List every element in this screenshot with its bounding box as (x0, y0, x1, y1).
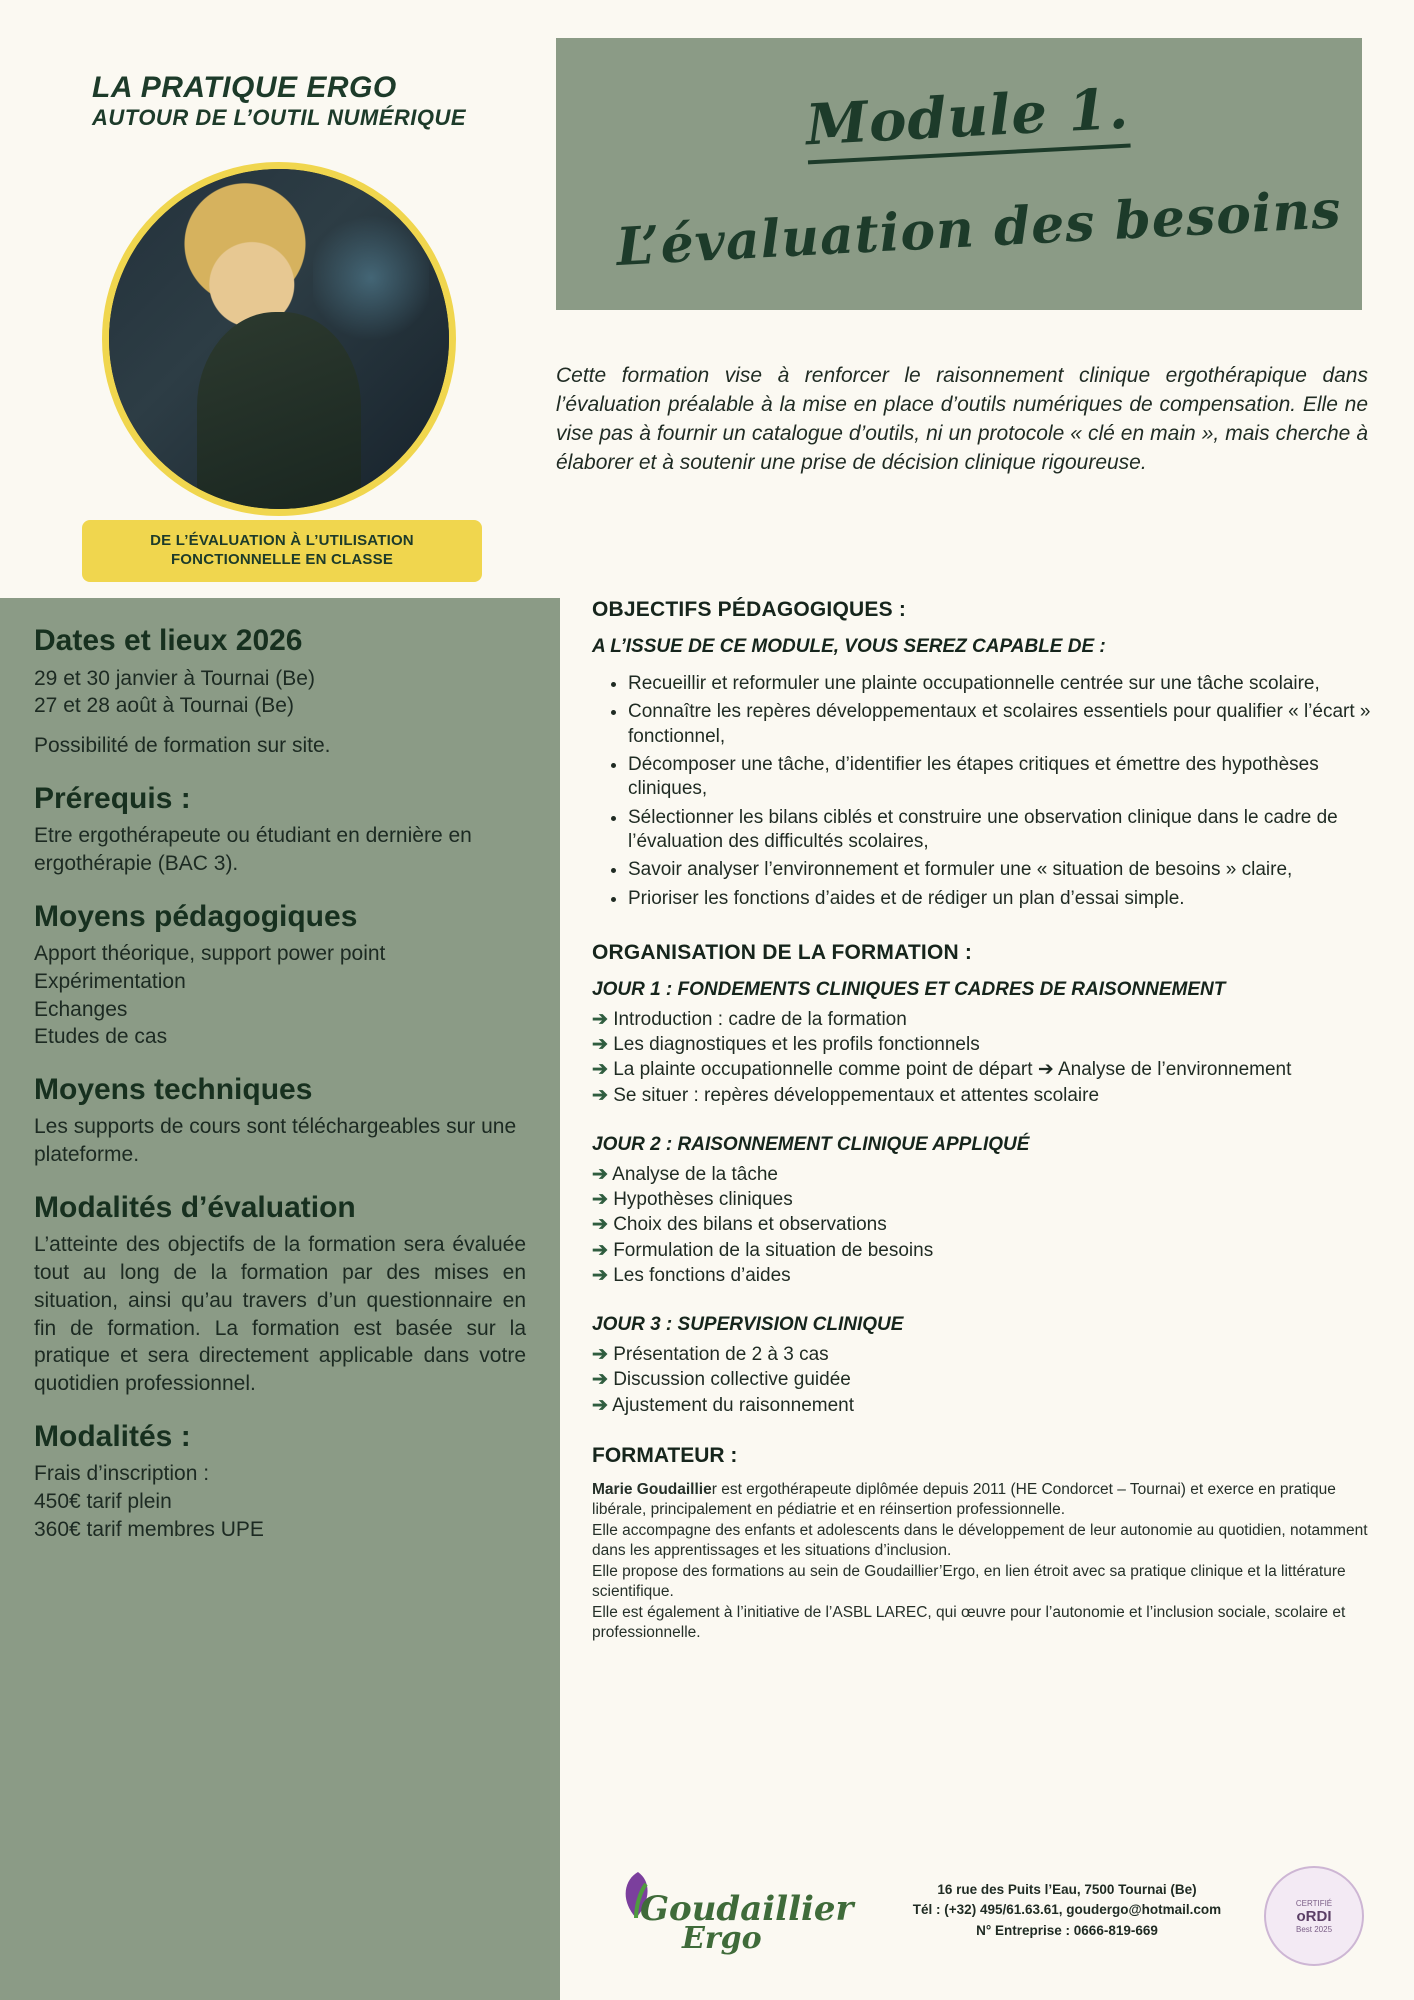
contact-phone: Tél : (+32) 495/61.63.61, goudergo@hotmail.com (912, 1902, 1222, 1918)
jour1-item-text: Introduction : cadre de la formation (613, 1008, 907, 1030)
jour2-item-text: Formulation de la situation de besoins (613, 1239, 934, 1261)
jour1-title: JOUR 1 : FONDEMENTS CLINIQUES ET CADRES DE RAISONNEMENT (592, 978, 1226, 1000)
jour2-title: JOUR 2 : RAISONNEMENT CLINIQUE APPLIQUÉ (592, 1133, 1030, 1155)
arrow-icon: ➔ (592, 1239, 608, 1261)
arrow-icon: ➔ (592, 1394, 608, 1416)
list-item: • Savoir analyser l’environnement et formuler une « situation de besoins » claire, (628, 858, 1382, 882)
formateur-bio-1: r est ergothérapeute diplômée depuis 2011 (HE Condorcet – Tournai) et exerce en pratique libérale, principalement en pédiatrie et en réinsertion professionnelle. (592, 1481, 1336, 1519)
logo-sub: Ergo (682, 1920, 762, 1956)
module-header (556, 38, 1362, 310)
stamp-mid-text: oRDI (1296, 1907, 1332, 1925)
jour3-item-text: Discussion collective guidée (613, 1369, 851, 1391)
jour1-item (592, 1057, 1382, 1082)
arrow-icon: ➔ (592, 1059, 608, 1081)
sidebar-prerequis-title: Prérequis : (34, 781, 191, 815)
jour2-item-text: Choix des bilans et observations (613, 1214, 887, 1236)
jour3-item-text: Ajustement du raisonnement (612, 1394, 855, 1416)
badge-line1: DE L’ÉVALUATION À L’UTILISATION (150, 532, 414, 549)
sidebar-dates-title: Dates et lieux 2026 (34, 624, 303, 657)
list-item: • Connaître les repères développementaux et scolaires essentiels pour qualifier « l’écart » fonctionnel, (628, 700, 1382, 749)
jour2-item-text: Hypothèses cliniques (613, 1189, 793, 1211)
arrow-icon: ➔ (592, 1034, 608, 1056)
jour2-item (592, 1263, 1382, 1288)
formateur-bio-4: Elle est également à l’initiative de l’ASBL LAREC, qui œuvre pour l’autonomie et l’inclusion sociale, scolaire et professionnelle. (592, 1603, 1346, 1642)
sidebar-moyens-pedago-line1: Apport théorique, support power point (34, 942, 386, 966)
jour2-item (592, 1238, 1382, 1263)
arrow-icon: ➔ (592, 1084, 608, 1106)
sidebar-dates-line3: Possibilité de formation sur site. (34, 733, 331, 757)
jour3-title: JOUR 3 : SUPERVISION CLINIQUE (592, 1314, 904, 1336)
jour3-item (592, 1342, 1382, 1367)
jour3-item-text: Présentation de 2 à 3 cas (613, 1344, 829, 1366)
sidebar-modalites-line3: 360€ tarif membres UPE (34, 1517, 264, 1541)
formateur-name: Marie Goudaillie (592, 1481, 712, 1498)
contact-address: 16 rue des Puits l’Eau, 7500 Tournai (Be) (937, 1882, 1197, 1897)
list-item: • Prioriser les fonctions d’aides et de rédiger un plan d’essai simple. (628, 887, 1382, 911)
list-item: • Sélectionner les bilans ciblés et construire une observation clinique dans le cadre de l’évaluation des difficultés scolaires, (628, 806, 1382, 855)
objectifs-subtitle: A L’ISSUE DE CE MODULE, VOUS SEREZ CAPABLE DE : (592, 636, 1106, 657)
sidebar-dates-line2: 27 et 28 août à Tournai (Be) (34, 694, 294, 718)
brand-title-line1: LA PRATIQUE ERGO (92, 71, 397, 104)
footer (592, 1852, 1382, 1982)
sidebar-moyens-tech-text: Les supports de cours sont téléchargeables sur une plateforme. (34, 1115, 517, 1167)
stamp-top-text: CERTIFIÉ (1295, 1898, 1333, 1908)
company-logo (602, 1860, 854, 1970)
jour1-item-text: Se situer : repères développementaux et attentes scolaire (613, 1084, 1100, 1106)
sidebar-moyens-pedago-title: Moyens pédagogiques (34, 899, 358, 933)
sidebar-modalites-eval-title: Modalités d’évaluation (34, 1190, 356, 1224)
jour2-item (592, 1187, 1382, 1212)
jour1-item-text: Les diagnostiques et les profils fonctionnels (613, 1034, 980, 1056)
badge-subtitle (82, 520, 482, 582)
arrow-icon: ➔ (592, 1189, 608, 1211)
brand-block (0, 0, 560, 600)
sidebar-moyens-pedago-line2: Expérimentation (34, 969, 186, 993)
list-item: • Recueillir et reformuler une plainte occupationnelle centrée sur une tâche scolaire, (628, 672, 1382, 696)
sidebar (0, 598, 560, 2000)
contact-info (882, 1880, 1252, 1941)
contact-entreprise: N° Entreprise : 0666-819-669 (976, 1922, 1158, 1938)
logo-text (640, 1889, 854, 1956)
arrow-icon: ➔ (592, 1264, 608, 1286)
jour2-item (592, 1212, 1382, 1237)
sidebar-prerequis-text: Etre ergothérapeute ou étudiant en dernière en ergothérapie (BAC 3). (34, 824, 472, 875)
sidebar-dates-line1: 29 et 30 janvier à Tournai (Be) (34, 666, 315, 690)
sidebar-modalites-title: Modalités : (34, 1419, 191, 1453)
objectifs-list (602, 672, 1382, 911)
jour2-item (592, 1162, 1382, 1187)
intro-paragraph: Cette formation vise à renforcer le raisonnement clinique ergothérapique dans l’évaluation préalable à la mise en place d’outils numériques de compensation. Elle ne vise pas à fournir un catalogue d’outils, ni un protocole « clé en main », mais cherche à élaborer et à soutenir une prise de décision clinique rigoureuse. (556, 364, 1368, 474)
main-content (592, 598, 1382, 1644)
sidebar-moyens-pedago-line4: Etudes de cas (34, 1025, 168, 1049)
stamp-bottom-text: Best 2025 (1295, 1924, 1333, 1934)
sidebar-modalites-line2: 450€ tarif plein (34, 1489, 172, 1513)
sidebar-modalites-line1: Frais d’inscription : (34, 1462, 210, 1486)
arrow-icon: ➔ (592, 1008, 608, 1030)
list-item: • Décomposer une tâche, d’identifier les étapes critiques et émettre des hypothèses cliniques, (628, 753, 1382, 802)
jour2-item-text: Les fonctions d’aides (613, 1264, 791, 1286)
sidebar-modalites-eval-text: L’atteinte des objectifs de la formation sera évaluée tout au long de la formation par des mises en situation, ainsi qu’au travers d’un questionnaire en fin de formation. La formation est basée sur la pratique et sera directement applicable dans votre quotidien professionnel. (34, 1233, 526, 1395)
sidebar-moyens-pedago-line3: Echanges (34, 997, 128, 1021)
certification-stamp (1264, 1866, 1364, 1966)
jour3-item (592, 1393, 1382, 1418)
jour1-item (592, 1007, 1382, 1032)
logo-main: Goudaillier (640, 1889, 854, 1929)
jour3-item (592, 1367, 1382, 1392)
hero-photo (102, 162, 456, 516)
formateur-bio-3: Elle propose des formations au sein de Goudaillier’Ergo, en lien étroit avec sa pratique clinique et la littérature scientifique. (592, 1562, 1346, 1601)
module-subtitle: L’évaluation des besoins (614, 179, 1343, 278)
brand-title (92, 72, 512, 129)
organisation-title: ORGANISATION DE LA FORMATION : (592, 940, 973, 964)
arrow-icon: ➔ (592, 1344, 608, 1366)
formateur-bio (592, 1480, 1382, 1521)
arrow-icon: ➔ (592, 1214, 608, 1236)
module-label: Module 1. (804, 76, 1130, 165)
arrow-icon: ➔ (592, 1163, 608, 1185)
jour1-item-text: La plainte occupationnelle comme point de départ ➔ Analyse de l’environnement (613, 1059, 1292, 1081)
jour1-item (592, 1032, 1382, 1057)
formateur-title: FORMATEUR : (592, 1444, 738, 1467)
jour1-item (592, 1083, 1382, 1108)
hero-photo-glow (313, 210, 429, 346)
sidebar-moyens-tech-title: Moyens techniques (34, 1072, 313, 1106)
badge-line2: FONCTIONNELLE EN CLASSE (170, 550, 394, 568)
arrow-icon: ➔ (592, 1369, 608, 1391)
brand-title-line2: AUTOUR DE L’OUTIL NUMÉRIQUE (92, 104, 467, 130)
objectifs-title: OBJECTIFS PÉDAGOGIQUES : (592, 598, 907, 621)
jour2-item-text: Analyse de la tâche (612, 1163, 778, 1185)
formateur-bio-2: Elle accompagne des enfants et adolescents dans le développement de leur autonomie au quotidien, notamment dans les apprentissages et les situations d’inclusion. (592, 1521, 1368, 1560)
